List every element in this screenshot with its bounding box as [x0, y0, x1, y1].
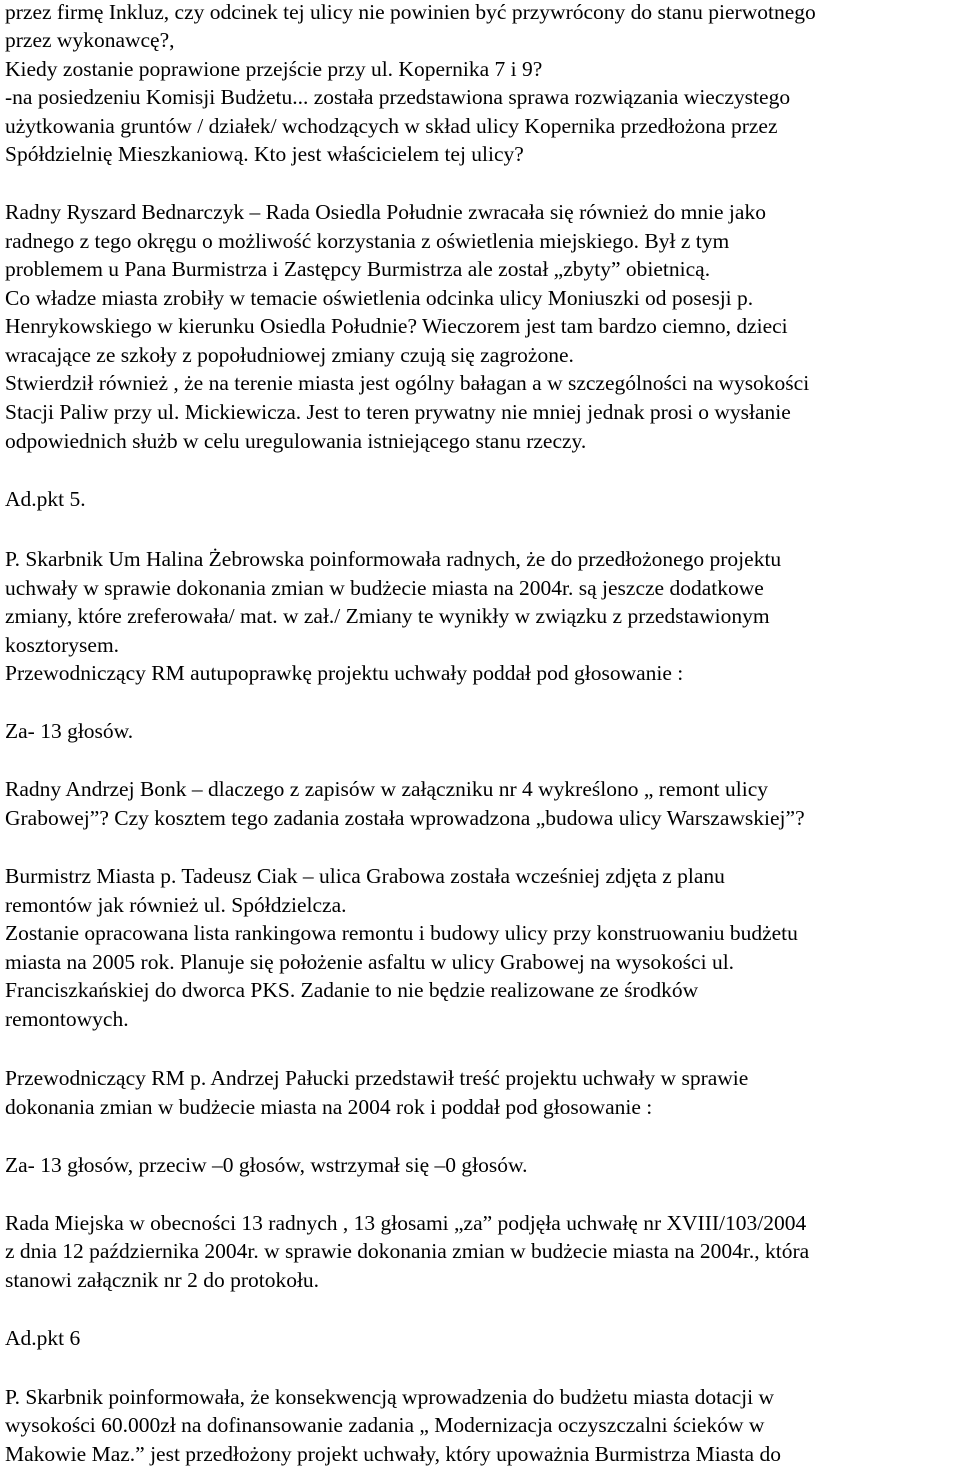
- vote-result: Za- 13 głosów, przeciw –0 głosów, wstrzymał się –0 głosów.: [5, 1153, 528, 1177]
- section-heading: Ad.pkt 5.: [5, 487, 86, 511]
- text-line: problemem u Pana Burmistrza i Zastępcy Burmistrza ale został „zbyty” obietnicą.: [5, 257, 711, 281]
- text-line: Przewodniczący RM autupoprawkę projektu uchwały poddał pod głosowanie :: [5, 661, 684, 685]
- section-heading: Ad.pkt 6: [5, 1326, 81, 1350]
- text-line: przez wykonawcę?,: [5, 28, 175, 52]
- text-line: Zostanie opracowana lista rankingowa remontu i budowy ulicy przy konstruowaniu budżetu: [5, 921, 798, 945]
- text-line: P. Skarbnik Um Halina Żebrowska poinformowała radnych, że do przedłożonego projektu: [5, 547, 782, 571]
- text-line: Spółdzielnię Mieszkaniową. Kto jest właścicielem tej ulicy?: [5, 142, 524, 166]
- text-line: miasta na 2005 rok. Planuje się położenie asfaltu w ulicy Grabowej na wysokości ul.: [5, 950, 735, 974]
- text-line: odpowiednich służb w celu uregulowania istniejącego stanu rzeczy.: [5, 429, 587, 453]
- text-line: Rada Miejska w obecności 13 radnych , 13 głosami „za” podjęła uchwałę nr XVIII/103/2004: [5, 1211, 807, 1235]
- text-line: remontowych.: [5, 1007, 129, 1031]
- text-line: remontów jak również ul. Spółdzielcza.: [5, 893, 347, 917]
- text-line: Radny Andrzej Bonk – dlaczego z zapisów w załączniku nr 4 wykreślono „ remont ulicy: [5, 777, 769, 801]
- text-line: Makowie Maz.” jest przedłożony projekt uchwały, który upoważnia Burmistrza Miasta do: [5, 1442, 781, 1466]
- text-line: uchwały w sprawie dokonania zmian w budżecie miasta na 2004r. są jeszcze dodatkowe: [5, 576, 764, 600]
- text-line: Co władze miasta zrobiły w temacie oświetlenia odcinka ulicy Moniuszki od posesji p.: [5, 286, 754, 310]
- text-line: wysokości 60.000zł na dofinansowanie zadania „ Modernizacja oczyszczalni ścieków w: [5, 1413, 765, 1437]
- text-line: Radny Ryszard Bednarczyk – Rada Osiedla Południe zwracała się również do mnie jako: [5, 200, 766, 224]
- text-line: Przewodniczący RM p. Andrzej Pałucki przedstawił treść projektu uchwały w sprawie: [5, 1066, 749, 1090]
- text-line: Franciszkańskiej do dworca PKS. Zadanie to nie będzie realizowane ze środków: [5, 978, 699, 1002]
- text-line: Stacji Paliw przy ul. Mickiewicza. Jest to teren prywatny nie mniej jednak prosi o wysłanie: [5, 400, 791, 424]
- text-line: -na posiedzeniu Komisji Budżetu... została przedstawiona sprawa rozwiązania wieczystego: [5, 85, 791, 109]
- text-line: zmiany, które zreferowała/ mat. w zał./ Zmiany te wynikły w związku z przedstawionym: [5, 604, 770, 628]
- text-line: P. Skarbnik poinformowała, że konsekwencją wprowadzenia do budżetu miasta dotacji w: [5, 1385, 775, 1409]
- vote-result: Za- 13 głosów.: [5, 719, 134, 743]
- text-line: radnego z tego okręgu o możliwość korzystania z oświetlenia miejskiego. Był z tym: [5, 229, 730, 253]
- text-line: przez firmę Inkluz, czy odcinek tej ulicy nie powinien być przywrócony do stanu pierwotnego: [5, 0, 816, 24]
- text-line: Kiedy zostanie poprawione przejście przy ul. Kopernika 7 i 9?: [5, 57, 543, 81]
- text-line: kosztorysem.: [5, 633, 120, 657]
- text-line: Henrykowskiego w kierunku Osiedla Południe? Wieczorem jest tam bardzo ciemno, dzieci: [5, 314, 788, 338]
- text-line: wracające ze szkoły z popołudniowej zmiany czują się zagrożone.: [5, 343, 574, 367]
- text-line: użytkowania gruntów / działek/ wchodzących w skład ulicy Kopernika przedłożona przez: [5, 114, 778, 138]
- text-line: dokonania zmian w budżecie miasta na 2004 rok i poddał pod głosowanie :: [5, 1095, 653, 1119]
- text-line: Grabowej”? Czy kosztem tego zadania została wprowadzona „budowa ulicy Warszawskiej”?: [5, 806, 805, 830]
- text-line: stanowi załącznik nr 2 do protokołu.: [5, 1268, 320, 1292]
- text-line: z dnia 12 października 2004r. w sprawie dokonania zmian w budżecie miasta na 2004r., która: [5, 1239, 810, 1263]
- text-line: Stwierdził również , że na terenie miasta jest ogólny bałagan a w szczególności na wysokości: [5, 371, 810, 395]
- text-line: Burmistrz Miasta p. Tadeusz Ciak – ulica Grabowa została wcześniej zdjęta z planu: [5, 864, 725, 888]
